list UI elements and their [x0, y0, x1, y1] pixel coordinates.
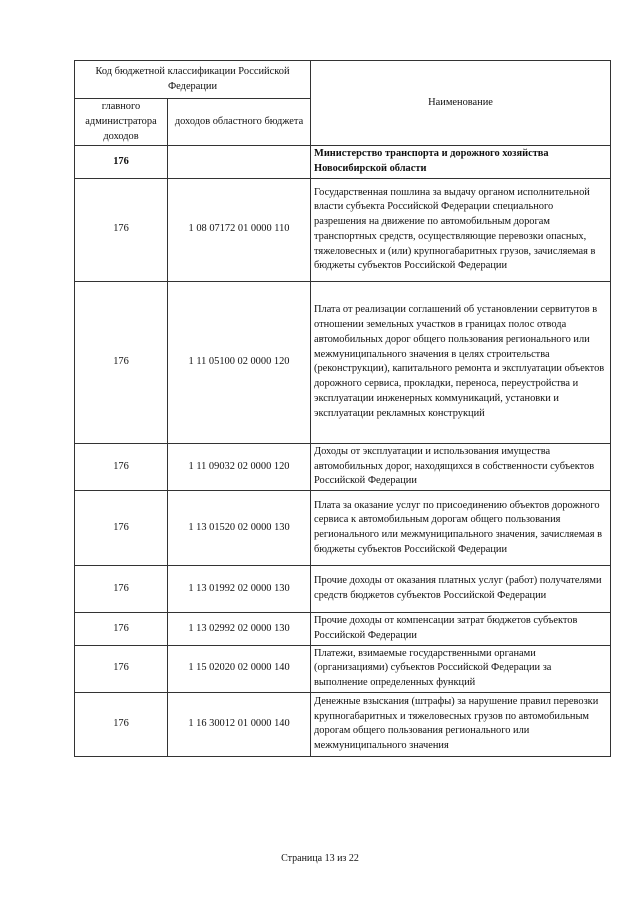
page-number: Страница 13 из 22	[281, 853, 359, 864]
row-admin-code: 176	[75, 645, 168, 692]
header-row-top	[75, 61, 611, 99]
ministry-row	[75, 146, 611, 179]
row-income-code: 1 13 02992 02 0000 130	[168, 613, 311, 646]
table-row	[75, 491, 611, 566]
row-admin-code: 176	[75, 443, 168, 490]
row-name: Платежи, взимаемые государственными органами (организациями) субъектов Российской Федерации за выполнение определенных функций	[311, 645, 611, 692]
row-income-code: 1 11 09032 02 0000 120	[168, 443, 311, 490]
row-income-code: 1 08 07172 01 0000 110	[168, 178, 311, 281]
row-name: Прочие доходы от компенсации затрат бюджетов субъектов Российской Федерации	[311, 613, 611, 646]
ministry-name: Министерство транспорта и дорожного хозяйства Новосибирской области	[311, 146, 611, 179]
row-admin-code: 176	[75, 566, 168, 613]
ministry-admin-code: 176	[75, 146, 168, 179]
row-income-code: 1 11 05100 02 0000 120	[168, 281, 311, 443]
row-name: Прочие доходы от оказания платных услуг (работ) получателями средств бюджетов субъектов Российской Федерации	[311, 566, 611, 613]
budget-classification-table	[74, 60, 611, 757]
ministry-income-code	[168, 146, 311, 179]
row-admin-code: 176	[75, 692, 168, 756]
table-body	[75, 146, 611, 757]
row-admin-code: 176	[75, 178, 168, 281]
row-name: Плата за оказание услуг по присоединению объектов дорожного сервиса к автомобильным дорогам общего пользования регионального или межмуниципального значения, зачисляемая в бюджеты субъектов Российской Федерации	[311, 491, 611, 566]
row-income-code: 1 13 01520 02 0000 130	[168, 491, 311, 566]
header-income-column: доходов областного бюджета	[168, 99, 311, 146]
table-row	[75, 692, 611, 756]
table-row	[75, 645, 611, 692]
table-row	[75, 443, 611, 490]
row-name: Плата от реализации соглашений об установлении сервитутов в отношении земельных участков в границах полос отвода автомобильных дорог общего пользования регионального или межмуниципального значения в целях строительства (реконструкции), капитального ремонта и эксплуатации объектов дорожного сервиса, прокладки, переноса, переустройства и эксплуатации инженерных коммуникаций, установки и эксплуатации рекламных конструкций	[311, 281, 611, 443]
row-name: Доходы от эксплуатации и использования имущества автомобильных дорог, находящихся в собственности субъектов Российской Федерации	[311, 443, 611, 490]
header-admin-column: главного администратора доходов	[75, 99, 168, 146]
table-row	[75, 281, 611, 443]
table-row	[75, 566, 611, 613]
row-income-code: 1 15 02020 02 0000 140	[168, 645, 311, 692]
header-code-group: Код бюджетной классификации Российской Федерации	[75, 61, 311, 99]
row-admin-code: 176	[75, 281, 168, 443]
header-name-column: Наименование	[311, 61, 611, 146]
row-income-code: 1 16 30012 01 0000 140	[168, 692, 311, 756]
row-name: Денежные взыскания (штрафы) за нарушение правил перевозки крупногабаритных и тяжеловесных грузов по автомобильным дорогам общего пользования регионального или межмуниципального значения	[311, 692, 611, 756]
row-name: Государственная пошлина за выдачу органом исполнительной власти субъекта Российской Федерации специального разрешения на движение по автомобильным дорогам транспортных средств, осуществляющие перевозки опасных, тяжеловесных и (или) крупногабаритных грузов, зачисляемая в бюджеты субъектов Российской Федерации	[311, 178, 611, 281]
row-admin-code: 176	[75, 491, 168, 566]
table-row	[75, 178, 611, 281]
table-row	[75, 613, 611, 646]
row-admin-code: 176	[75, 613, 168, 646]
row-income-code: 1 13 01992 02 0000 130	[168, 566, 311, 613]
